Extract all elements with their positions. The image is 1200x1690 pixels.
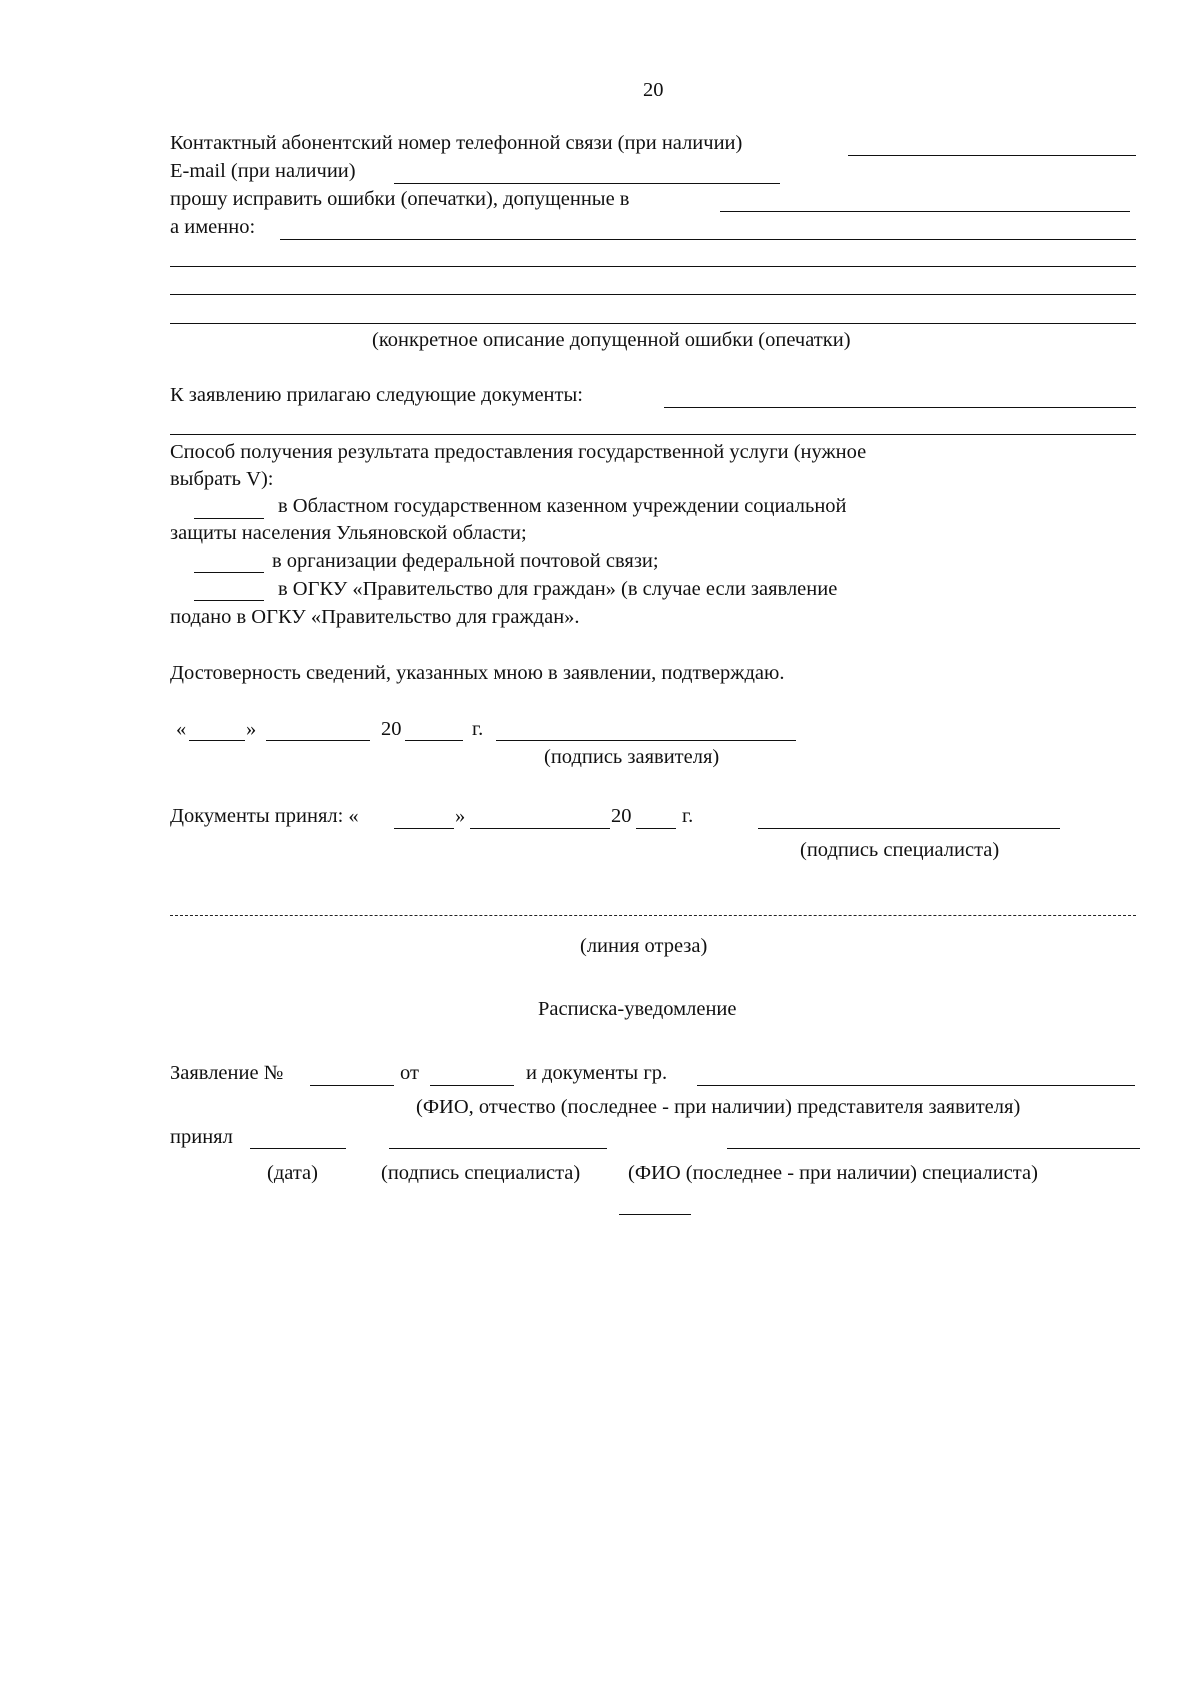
applicant-signature-caption: (подпись заявителя) bbox=[544, 746, 720, 768]
cut-line-caption: (линия отреза) bbox=[580, 935, 708, 957]
option-1-line-1: в Областном государственном казенном учреждении социальной bbox=[278, 495, 847, 517]
option-2-label: в организации федеральной почтовой связи; bbox=[272, 550, 659, 572]
option-3-line-2: подано в ОГКУ «Правительство для граждан». bbox=[170, 606, 580, 628]
error-description-line-1[interactable] bbox=[280, 239, 1136, 240]
applicant-year-suffix: г. bbox=[472, 718, 484, 740]
error-description-line-4[interactable] bbox=[170, 323, 1136, 324]
method-label-line-2: выбрать V): bbox=[170, 468, 274, 490]
representative-fio-line[interactable] bbox=[697, 1085, 1135, 1086]
applicant-year-line[interactable] bbox=[405, 740, 463, 741]
attachments-label: К заявлению прилагаю следующие документы: bbox=[170, 384, 583, 406]
applicant-date-close-quote: » bbox=[246, 718, 257, 740]
receipt-title: Расписка-уведомление bbox=[538, 998, 737, 1020]
receipt-date-line[interactable] bbox=[250, 1148, 346, 1149]
statement-number-line[interactable] bbox=[310, 1085, 394, 1086]
fix-request-label: прошу исправить ошибки (опечатки), допущенные в bbox=[170, 188, 630, 210]
cut-line bbox=[170, 915, 1136, 916]
statement-from-label: от bbox=[400, 1062, 419, 1084]
document-field-line[interactable] bbox=[720, 211, 1130, 212]
specialist-signature-line[interactable] bbox=[758, 828, 1060, 829]
applicant-day-line[interactable] bbox=[189, 740, 245, 741]
email-label: E-mail (при наличии) bbox=[170, 160, 356, 182]
receipt-date-caption: (дата) bbox=[267, 1162, 318, 1184]
accepted-label: Документы принял: « bbox=[170, 805, 359, 827]
accepted-year-prefix: 20 bbox=[611, 805, 632, 827]
receipt-specialist-fio-caption: (ФИО (последнее - при наличии) специалиста) bbox=[628, 1162, 1038, 1184]
accepted-month-line[interactable] bbox=[470, 828, 610, 829]
applicant-date-open-quote: « bbox=[176, 718, 187, 740]
phone-field-line[interactable] bbox=[848, 155, 1136, 156]
receipt-specialist-signature-line[interactable] bbox=[389, 1148, 607, 1149]
option-1-checkbox-line[interactable] bbox=[194, 518, 264, 519]
option-2-checkbox-line[interactable] bbox=[194, 572, 264, 573]
end-divider bbox=[619, 1214, 691, 1215]
receipt-accepted-label: принял bbox=[170, 1126, 233, 1148]
error-description-line-2[interactable] bbox=[170, 266, 1136, 267]
page-number: 20 bbox=[643, 79, 664, 101]
statement-number-label: Заявление № bbox=[170, 1062, 284, 1084]
accepted-year-line[interactable] bbox=[636, 828, 676, 829]
attachments-field-line-2[interactable] bbox=[170, 434, 1136, 435]
option-3-line-1: в ОГКУ «Правительство для граждан» (в случае если заявление bbox=[278, 578, 838, 600]
namely-label: а именно: bbox=[170, 216, 256, 238]
applicant-year-prefix: 20 bbox=[381, 718, 402, 740]
phone-label: Контактный абонентский номер телефонной связи (при наличии) bbox=[170, 132, 743, 154]
applicant-month-line[interactable] bbox=[266, 740, 370, 741]
receipt-specialist-fio-line[interactable] bbox=[727, 1148, 1140, 1149]
attachments-field-line[interactable] bbox=[664, 407, 1136, 408]
specialist-signature-caption: (подпись специалиста) bbox=[800, 839, 1000, 861]
accepted-close-quote: » bbox=[455, 805, 466, 827]
statement-docs-label: и документы гр. bbox=[526, 1062, 668, 1084]
representative-fio-caption: (ФИО, отчество (последнее - при наличии) представителя заявителя) bbox=[416, 1096, 1021, 1118]
confirmation-text: Достоверность сведений, указанных мною в заявлении, подтверждаю. bbox=[170, 662, 785, 684]
error-description-line-3[interactable] bbox=[170, 294, 1136, 295]
applicant-signature-line[interactable] bbox=[496, 740, 796, 741]
option-1-line-2: защиты населения Ульяновской области; bbox=[170, 522, 527, 544]
error-caption: (конкретное описание допущенной ошибки (опечатки) bbox=[372, 329, 851, 351]
option-3-checkbox-line[interactable] bbox=[194, 600, 264, 601]
email-field-line[interactable] bbox=[394, 183, 780, 184]
receipt-specialist-signature-caption: (подпись специалиста) bbox=[381, 1162, 581, 1184]
accepted-day-line[interactable] bbox=[394, 828, 454, 829]
accepted-year-suffix: г. bbox=[682, 805, 694, 827]
method-label-line-1: Способ получения результата предоставления государственной услуги (нужное bbox=[170, 441, 867, 463]
statement-date-line[interactable] bbox=[430, 1085, 514, 1086]
